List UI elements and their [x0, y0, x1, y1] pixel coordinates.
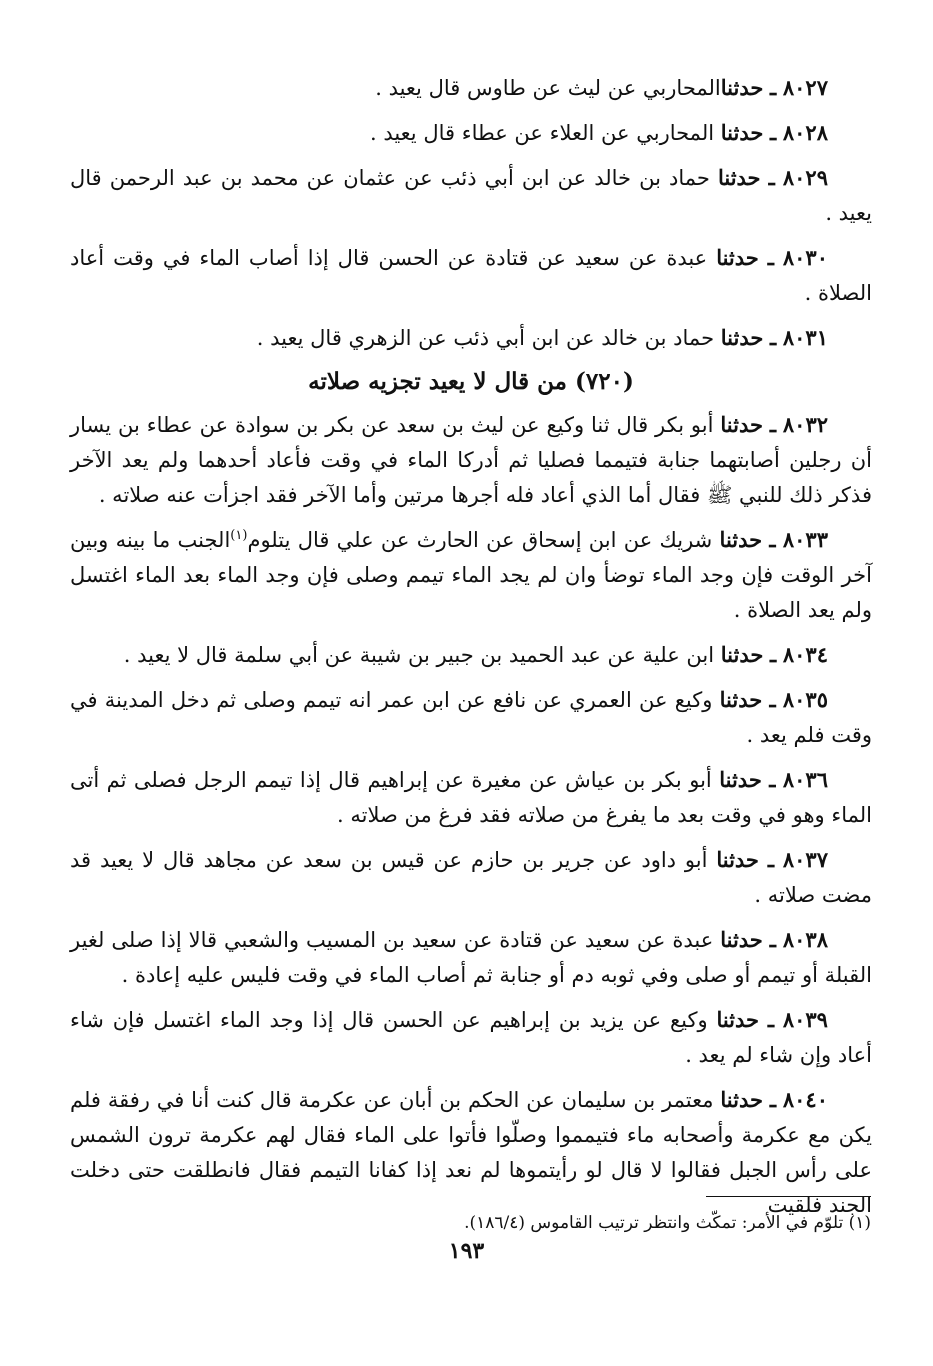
page-body [70, 70, 872, 1232]
hadith-8034 [70, 637, 872, 673]
hadith-number: ٨٠٣٩ [782, 1007, 828, 1032]
hadith-text: أبو بكر بن عياش عن مغيرة عن إبراهيم قال إذا تيمم الرجل فصلى ثم أتى الماء وهو في وقت بعد ما يفرغ من صلاته فقد فرغ من صلاته . [70, 768, 872, 827]
hadith-lead: حدثنا [720, 325, 764, 350]
hadith-lead: حدثنا [720, 1087, 763, 1112]
hadith-dash: ـ [767, 847, 774, 872]
hadith-dash: ـ [770, 75, 777, 100]
hadith-lead: حدثنا [719, 687, 763, 712]
hadith-dash: ـ [769, 527, 776, 552]
hadith-8037 [70, 842, 872, 913]
hadith-text: المحاربي عن ليث عن طاوس قال يعيد . [375, 76, 721, 100]
chapter-heading: (٧٢٠) من قال لا يعيد تجزيه صلاته [308, 368, 634, 395]
hadith-text: عبدة عن سعيد عن قتادة عن الحسن قال إذا أصاب الماء في وقت أعاد الصلاة . [70, 246, 872, 305]
hadith-number: ٨٠٣٠ [782, 245, 828, 270]
hadith-dash: ـ [767, 245, 774, 270]
hadith-number: ٨٠٣٨ [782, 927, 828, 952]
hadith-text-continued: الجنب ما بينه وبين آخر الوقت فإن وجد الماء توضأ وان لم يجد الماء تيمم وصلى فإن وجد الماء بعد الماء اغتسل ولم يعد الصلاة . [70, 528, 872, 622]
hadith-number: ٨٠٣٦ [782, 767, 828, 792]
hadith-dash: ـ [770, 642, 777, 667]
hadith-number: ٨٠٢٩ [782, 165, 828, 190]
hadith-number: ٨٠٣٢ [782, 412, 829, 437]
footnote: (١) تلوّم في الأمر: تمكّث وانتظر ترتيب القاموس (١٨٦/٤). [464, 1213, 871, 1233]
hadith-dash: ـ [769, 767, 776, 792]
hadith-text: أبو داود عن جرير بن حازم عن قيس بن سعد عن مجاهد قال لا يعيد قد مضت صلاته . [70, 848, 872, 907]
hadith-lead: حدثنا [719, 527, 763, 552]
hadith-lead: حدثنا [716, 1007, 760, 1032]
hadith-8036 [70, 762, 872, 833]
hadith-lead: حدثنا [720, 120, 764, 145]
hadith-text: وكيع عن يزيد بن إبراهيم عن الحسن قال إذا وجد الماء اغتسل فإن شاء أعاد وإن شاء لم يعد . [70, 1008, 872, 1067]
hadith-number: ٨٠٣١ [782, 325, 828, 350]
hadith-text: عبدة عن سعيد عن قتادة عن سعيد بن المسيب والشعبي قالا إذا صلى لغير القبلة أو تيمم أو صلى وفي ثوبه دم أو جنابة ثم أصاب الماء في وقت فليس عليه إعادة . [70, 928, 872, 987]
hadith-lead: حدثنا [716, 847, 759, 872]
hadith-lead: حدثنا [720, 642, 764, 667]
hadith-dash: ـ [768, 165, 775, 190]
hadith-dash: ـ [769, 412, 776, 437]
hadith-number: ٨٠٣٤ [782, 642, 828, 667]
hadith-dash: ـ [770, 120, 777, 145]
hadith-8038 [70, 922, 872, 993]
hadith-text: معتمر بن سليمان عن الحكم بن أبان عن عكرمة قال كنت أنا في رفقة فلم يكن مع عكرمة وأصحابه ماء فتيمموا وصلّوا فأتوا على الماء فقال لهم عكرمة ترون الشمس على رأس الجبل فقالوا لا قال لو رأيتموها لم نعد إذا كفانا التيمم فقال فانطلقت حتى دخلت الجند فلقيت [70, 1088, 872, 1217]
hadith-lead: حدثنا [717, 165, 761, 190]
page-number: ١٩٣ [448, 1238, 485, 1264]
hadith-number: ٨٠٤٠ [782, 1087, 828, 1112]
hadith-lead: حدثنا [716, 245, 759, 270]
hadith-dash: ـ [769, 927, 776, 952]
hadith-text: المحاربي عن العلاء عن عطاء قال يعيد . [369, 121, 715, 145]
hadith-lead: حدثنا [720, 927, 763, 952]
hadith-8027 [70, 70, 872, 106]
hadith-dash: ـ [769, 687, 776, 712]
hadith-8031 [70, 320, 872, 356]
hadith-8029 [70, 160, 872, 231]
hadith-text: حماد بن خالد عن ابن أبي ذئب عن الزهري قال يعيد . [256, 326, 715, 350]
hadith-number: ٨٠٣٧ [782, 847, 828, 872]
hadith-lead: حدثنا [720, 75, 764, 100]
hadith-8033 [70, 522, 872, 628]
hadith-8039 [70, 1002, 872, 1073]
hadith-text: ابن علية عن عبد الحميد بن جبير بن شيبة عن أبي سلمة قال لا يعيد . [123, 643, 715, 667]
hadith-number: ٨٠٢٧ [782, 75, 828, 100]
hadith-text: وكيع عن العمري عن نافع عن ابن عمر انه تيمم وصلى ثم دخل المدينة في وقت فلم يعد . [70, 688, 872, 747]
hadith-dash: ـ [767, 1007, 775, 1032]
hadith-8028 [70, 115, 872, 151]
hadith-lead: حدثنا [720, 412, 763, 437]
hadith-number: ٨٠٣٥ [782, 687, 828, 712]
hadith-number: ٨٠٣٣ [782, 527, 828, 552]
hadith-lead: حدثنا [719, 767, 762, 792]
hadith-number: ٨٠٢٨ [782, 120, 828, 145]
hadith-text: حماد بن خالد عن ابن أبي ذئب عن عثمان عن محمد بن عبد الرحمن قال يعيد . [70, 166, 872, 225]
hadith-8035 [70, 682, 872, 753]
hadith-dash: ـ [769, 1087, 776, 1112]
footnote-marker[interactable]: (١) [230, 528, 248, 543]
hadith-dash: ـ [770, 325, 777, 350]
hadith-8040 [70, 1082, 872, 1223]
footnote-divider [706, 1196, 871, 1197]
hadith-text: أبو بكر قال ثنا وكيع عن ليث بن سعد عن بكر بن سوادة عن عطاء بن يسار أن رجلين أصابتهما جنابة فتيمما فصليا ثم أدركا الماء في وقت فأعاد أحدهما ولم يعد الآخر فذكر ذلك للنبي ﷺ فقال أما الذي أعاد فله أجرها مرتين وأما الآخر فقد اجزأت عنه صلاته . [70, 413, 872, 507]
hadith-8030 [70, 240, 872, 311]
hadith-text: شريك عن ابن إسحاق عن الحارث عن علي قال يتلوم [247, 528, 713, 552]
hadith-8032 [70, 407, 872, 513]
